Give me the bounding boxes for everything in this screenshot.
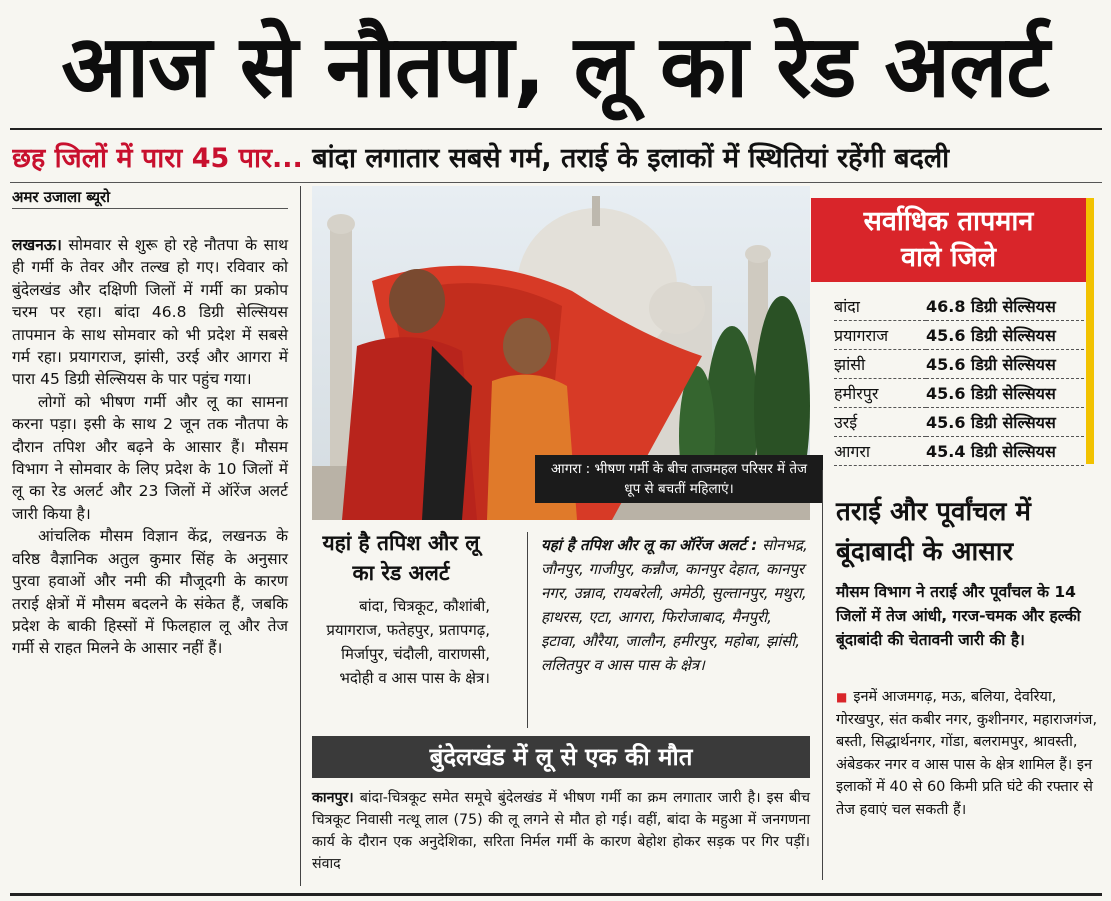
subheadline bbox=[12, 138, 1104, 180]
column-divider-left bbox=[300, 186, 301, 886]
dateline: लखनऊ। bbox=[12, 236, 62, 254]
main-article bbox=[12, 234, 288, 660]
red-alert-title: यहां है तपिश और लू का रेड अलर्ट bbox=[322, 531, 480, 585]
temperature-heading-line1: सर्वाधिक तापमान bbox=[863, 206, 1034, 237]
orange-alert-box bbox=[541, 533, 809, 677]
terai-story-lead: मौसम विभाग ने तराई और पूर्वांचल के 14 जिलों में तेज आंधी, गरज-चमक और हल्की बूंदाबांदी की चेतावनी जारी की है। bbox=[836, 583, 1081, 649]
accent-bar bbox=[1086, 198, 1094, 464]
byline-rule bbox=[12, 208, 288, 209]
temperature-heading-line2: वाले जिले bbox=[900, 242, 997, 273]
article-paragraph-2: लोगों को भीषण गर्मी और लू का सामना करना पड़ा। इसी के साथ 2 जून तक नौतपा के दौरान तपिश और बढ़ने के आसार हैं। मौसम विभाग ने सोमवार के लिए प्रदेश के 10 जिलों में लू का रेड अलर्ट और 23 जिलों में ऑरेंज अलर्ट जारी किया है। bbox=[12, 392, 288, 523]
headline-rule bbox=[10, 128, 1102, 130]
photo-caption: आगरा : भीषण गर्मी के बीच ताजमहल परिसर में तेज धूप से बचतीं महिलाएं। bbox=[535, 455, 823, 503]
terai-story-list: ■ इनमें आजमगढ़, मऊ, बलिया, देवरिया, गोरखपुर, संत कबीर नगर, कुशीनगर, महाराजगंज, बस्ती, सिद्धार्थनगर, गोंडा, बलरामपुर, श्रावस्ती, अंबेडकर नगर व आस पास के क्षेत्र शामिल हैं। इन इलाकों में 40 से 60 किमी प्रति घंटे की रफ्तार से तेज हवाएं चल सकती हैं। bbox=[836, 689, 1098, 818]
orange-alert-title: यहां है तपिश और लू का ऑरेंज अलर्ट : bbox=[541, 536, 758, 554]
subhead-red: छह जिलों में पारा 45 पार... bbox=[12, 143, 303, 174]
bottom-rule bbox=[10, 893, 1102, 896]
death-story-heading: बुंदेलखंड में लू से एक की मौत bbox=[312, 736, 810, 778]
temperature-table bbox=[834, 292, 1084, 466]
headline: आज से नौतपा, लू का रेड अलर्ट bbox=[61, 17, 1049, 117]
table-row: झांसी 45.6 डिग्री सेल्सियस bbox=[834, 350, 1084, 379]
column-divider-right bbox=[822, 470, 823, 880]
article-paragraph-1: लखनऊ। सोमवार से शुरू हो रहे नौतपा के साथ ही गर्मी के तेवर और तल्ख हो गए। रविवार को बुंदेलखंड और दक्षिणी जिलों में गर्मी का प्रकोप चरम पर रहा। बांदा 46.8 डिग्री सेल्सियस तापमान के साथ सोमवार को भी प्रदेश में सबसे गर्म रहा। प्रयागराज, झांसी, उरई और आगरा में पारा 45 डिग्री सेल्सियस के पार पहुंच गया। bbox=[12, 236, 288, 389]
orange-alert-districts: सोनभद्र, जौनपुर, गाजीपुर, कन्नौज, कानपुर देहात, कानपुर नगर, उन्नाव, रायबरेली, अमेठी, सुल्तानपुर, मथुरा, हाथरस, एटा, आगरा, फिरोजाबाद, मैनपुरी, इटावा, औरैया, जालौन, हमीरपुर, महोबा, झांसी, ललितपुर व आस पास के क्षेत्र। bbox=[541, 536, 808, 674]
terai-story-heading: तराई और पूर्वांचल में बूंदाबादी के आसार bbox=[836, 497, 1031, 567]
square-bullet-icon: ■ bbox=[836, 690, 848, 704]
table-row: आगरा 45.4 डिग्री सेल्सियस bbox=[834, 437, 1084, 466]
alert-box-divider bbox=[527, 532, 528, 728]
table-row: प्रयागराज 45.6 डिग्री सेल्सियस bbox=[834, 321, 1084, 350]
death-story-body: कानपुर। बांदा-चित्रकूट समेत समूचे बुंदेलखंड में भीषण गर्मी का क्रम लगातार जारी है। इस बीच चित्रकूट निवासी नत्थू लाल (75) की लू लगने से मौत हो गई। वहीं, बांदा के महुआ में जनगणना कार्य के दौरान एक अनुदेशिका, सरिता निर्मल गर्मी के कारण बेहोश होकर सड़क पर गिर पड़ीं। संवाद bbox=[312, 790, 810, 872]
subhead-black: बांदा लगातार सबसे गर्म, तराई के इलाकों में स्थितियां रहेंगी बदली bbox=[302, 143, 950, 174]
temperature-box-heading bbox=[811, 198, 1086, 282]
table-row: उरई 45.6 डिग्री सेल्सियस bbox=[834, 408, 1084, 437]
article-paragraph-3: आंचलिक मौसम विज्ञान केंद्र, लखनऊ के वरिष्ठ वैज्ञानिक अतुल कुमार सिंह के अनुसार पुरवा हवाओं और नमी की मौजूदगी के कारण तराई क्षेत्रों में मौसम बदलने के संकेत हैं, जबकि प्रदेश के बाकी हिस्सों में फिलहाल लू और तेज गर्मी से राहत मिलने के आसार नहीं हैं। bbox=[12, 527, 288, 658]
red-alert-districts: बांदा, चित्रकूट, कौशांबी, प्रयागराज, फतेहपुर, प्रतापगढ़, मिर्जापुर, चंदौली, वाराणसी, भदोही व आस पास के क्षेत्र। bbox=[326, 597, 490, 687]
table-row: हमीरपुर 45.6 डिग्री सेल्सियस bbox=[834, 379, 1084, 408]
table-row: बांदा 46.8 डिग्री सेल्सियस bbox=[834, 292, 1084, 321]
subhead-rule bbox=[10, 182, 1102, 183]
death-story-dateline: कानपुर। bbox=[312, 790, 354, 806]
byline: अमर उजाला ब्यूरो bbox=[12, 188, 111, 206]
red-alert-box bbox=[312, 528, 490, 690]
